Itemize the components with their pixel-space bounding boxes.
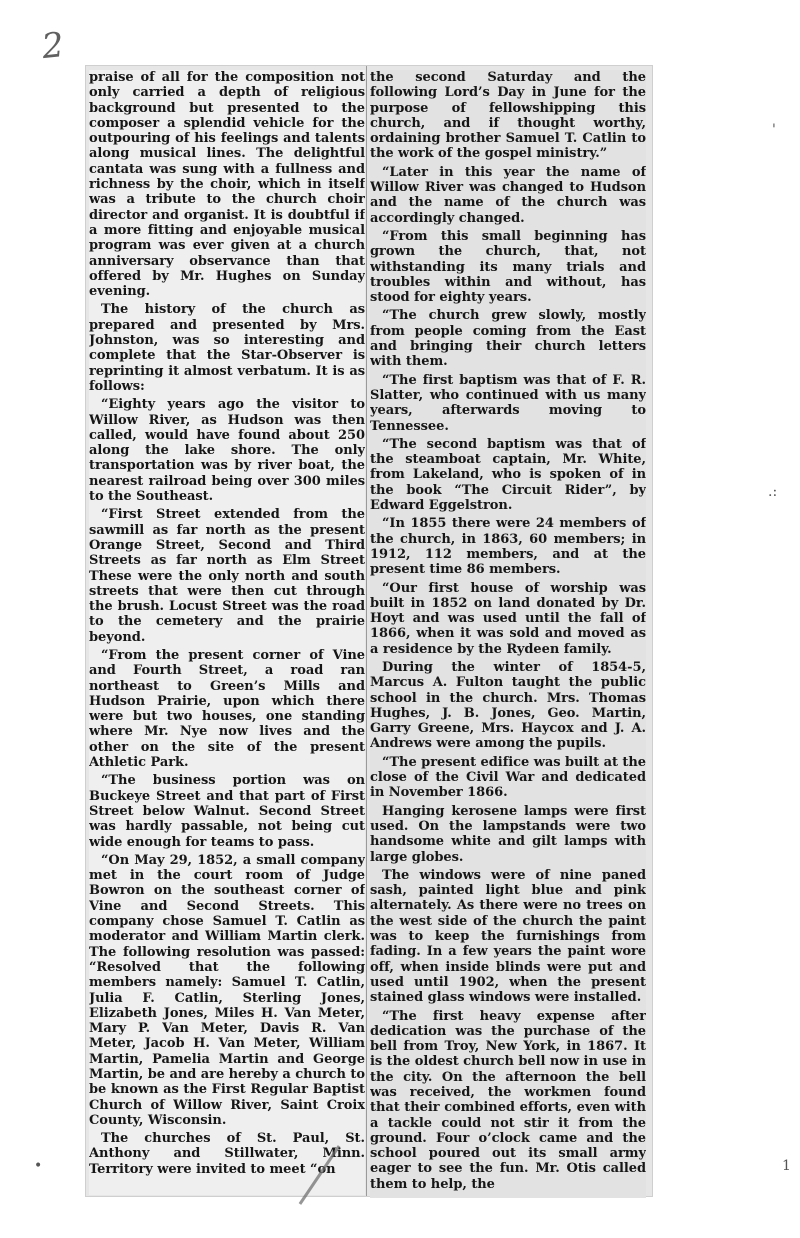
article-paragraph: “Later in this year the name of Willow River was changed to Hudson and the name of the church was accordingly changed. bbox=[370, 164, 646, 226]
article-paragraph: The churches of St. Paul, St. Anthony and Stillwater, Minn. Territory were invited to meet “on bbox=[89, 1131, 365, 1177]
article-paragraph: “The first baptism was that of F. R. Slatter, who continued with us many years, afterwards moving to Tennessee. bbox=[370, 372, 646, 434]
article-paragraph: “The first heavy expense after dedication was the purchase of the bell from Troy, New York, in 1867. It is the oldest church bell now in use in the city. On the afternoon the bell was received, the workmen found that their combined efforts, even with a tackle could not stir it from the ground. Four o’clock came and the school poured out its small army eager to see the fun. Mr. Otis called them to help, the bbox=[370, 1008, 646, 1192]
article-paragraph: “On May 29, 1852, a small company met in the court room of Judge Bowron on the southeast corner of Vine and Second Streets. This company chose Samuel T. Catlin as moderator and William Martin clerk. The following resolution was passed: “Resolved that the following members namely: Samuel T. Catlin, Julia F. Catlin, Sterling Jones, Elizabeth Jones, Miles H. Van Meter, Mary P. Van Meter, Davis R. Van Meter, Jacob H. Van Meter, William Martin, Pamelia Martin and George Martin, be and are hereby a church to be known as the First Regular Baptist Church of Willow River, Saint Croix County, Wisconsin. bbox=[89, 852, 365, 1128]
article-paragraph: Hanging kerosene lamps were first used. On the lampstands were two handsome white and gilt lamps with large globes. bbox=[370, 803, 646, 865]
article-paragraph: The history of the church as prepared and presented by Mrs. Johnston, was so interesting and complete that the Star-Observer is reprinting it almost verbatum. It is as follows: bbox=[89, 302, 365, 394]
article-paragraph: “In 1855 there were 24 members of the church, in 1863, 60 members; in 1912, 112 members, and at the present time 86 members. bbox=[370, 516, 646, 578]
margin-mark-left: • bbox=[34, 1158, 43, 1174]
margin-mark-bottom: 1 bbox=[782, 1158, 791, 1174]
margin-mark-top: ' bbox=[772, 122, 776, 138]
right-column bbox=[370, 70, 646, 1198]
column-divider bbox=[366, 66, 367, 1196]
article-paragraph: During the winter of 1854-5, Marcus A. Fulton taught the public school in the church. Mrs. Thomas Hughes, J. B. Jones, Geo. Martin, Garry Greene, Mrs. Haycox and J. A. Andrews were among the pupils. bbox=[370, 659, 646, 752]
article-paragraph: The windows were of nine paned sash, painted light blue and pink alternately. As there were no trees on the west side of the church the paint was to keep the furnishings from fading. In a few years the paint wore off, when inside blinds were put and used until 1902, when the present stained glass windows were installed. bbox=[370, 867, 646, 1006]
article-paragraph: the second Saturday and the following Lord’s Day in June for the purpose of fellowshipping this church, and if thought worthy, ordaining brother Samuel T. Catlin to the work of the gospel ministry.” bbox=[370, 70, 646, 162]
page-number: 2 bbox=[39, 24, 66, 68]
article-paragraph: “The church grew slowly, mostly from people coming from the East and bringing their church letters with them. bbox=[370, 308, 646, 370]
left-column bbox=[89, 70, 365, 1195]
article-paragraph: “From this small beginning has grown the church, that, not withstanding its many trials and troubles within and without, has stood for eighty years. bbox=[370, 228, 646, 306]
margin-mark-middle: .: bbox=[768, 484, 778, 500]
article-paragraph: “First Street extended from the sawmill as far north as the present Orange Street, Second and Third Streets as far north as Elm Street These were the only north and south streets that were then cut through the brush. Locust Street was the road to the cemetery and the prairie beyond. bbox=[89, 507, 365, 645]
article-paragraph: praise of all for the composition not only carried a depth of religious background but presented to the composer a splendid vehicle for the outpouring of his feelings and talents along musical lines. The delightful cantata was sung with a fullness and richness by the choir, which in itself was a tribute to the church choir director and organist. It is doubtful if a more fitting and enjoyable musical program was ever given at a church anniversary observance than that offered by Mr. Hughes on Sunday evening. bbox=[89, 70, 365, 300]
article-paragraph: “Our first house of worship was built in 1852 on land donated by Dr. Hoyt and was used until the fall of 1866, when it was sold and moved as a residence by the Rydeen family. bbox=[370, 580, 646, 657]
article-paragraph: “From the present corner of Vine and Fourth Street, a road ran northeast to Green’s Mills and Hudson Prairie, upon which there were but two houses, one standing where Mr. Nye now lives and the other on the site of the present Athletic Park. bbox=[89, 647, 365, 771]
article-paragraph: “The second baptism was that of the steamboat captain, Mr. White, from Lakeland, who is spoken of in the book “The Circuit Rider”, by Edward Eggelstron. bbox=[370, 436, 646, 514]
article-paragraph: “The present edifice was built at the close of the Civil War and dedicated in November 1866. bbox=[370, 754, 646, 801]
article-paragraph: “Eighty years ago the visitor to Willow River, as Hudson was then called, would have found about 250 along the lake shore. The only transportation was by river boat, the nearest railroad being over 300 miles to the Southeast. bbox=[89, 397, 365, 505]
article-paragraph: “The business portion was on Buckeye Street and that part of First Street below Walnut. Second Street was hardly passable, not being cut wide enough for teams to pass. bbox=[89, 773, 365, 850]
